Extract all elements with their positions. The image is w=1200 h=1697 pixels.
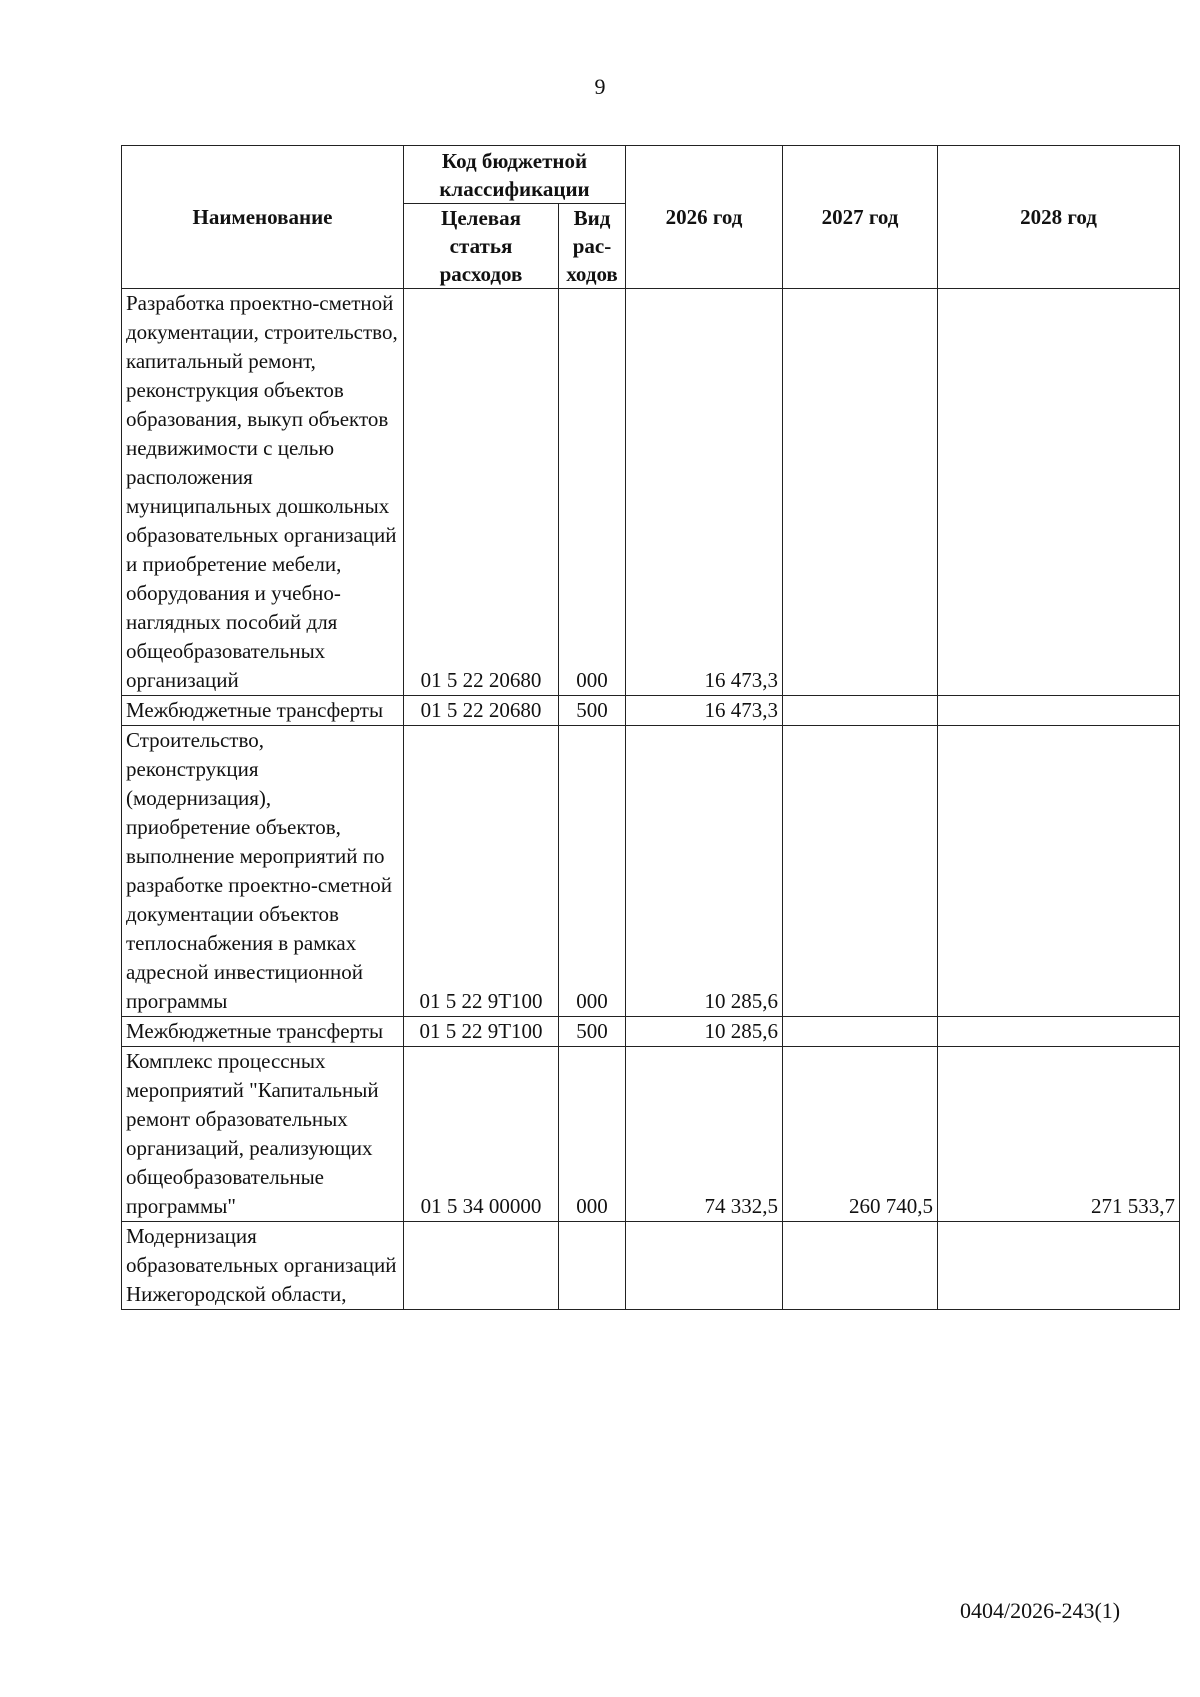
row-2027 <box>783 1017 938 1047</box>
row-2028 <box>938 696 1180 726</box>
row-name: Межбюджетные трансферты <box>122 696 404 726</box>
header-2028: 2028 год <box>938 146 1180 289</box>
row-2028 <box>938 289 1180 696</box>
page-number: 9 <box>594 74 606 99</box>
row-2026: 10 285,6 <box>626 1017 783 1047</box>
row-2027 <box>783 726 938 1017</box>
row-kind <box>559 1222 626 1310</box>
row-kind: 000 <box>559 726 626 1017</box>
table-row <box>122 1047 1180 1222</box>
header-target-article: Целевая статья расходов <box>404 204 559 289</box>
table-row <box>122 289 1180 696</box>
row-2027 <box>783 1222 938 1310</box>
table-row <box>122 726 1180 1017</box>
row-2026: 16 473,3 <box>626 289 783 696</box>
row-code: 01 5 22 20680 <box>404 696 559 726</box>
row-name: Межбюджетные трансферты <box>122 1017 404 1047</box>
row-2027 <box>783 696 938 726</box>
row-2028 <box>938 1017 1180 1047</box>
row-code: 01 5 22 9Т100 <box>404 726 559 1017</box>
row-code: 01 5 22 20680 <box>404 289 559 696</box>
row-2026: 74 332,5 <box>626 1047 783 1222</box>
row-2026: 10 285,6 <box>626 726 783 1017</box>
table-row <box>122 1017 1180 1047</box>
table-row <box>122 696 1180 726</box>
row-2028: 271 533,7 <box>938 1047 1180 1222</box>
row-2028 <box>938 1222 1180 1310</box>
table-row <box>122 1222 1180 1310</box>
row-name: Комплекс процессных мероприятий "Капитальный ремонт образовательных организаций, реализующих общеобразовательные программы" <box>122 1047 404 1222</box>
header-expense-kind: Вид рас-ходов <box>559 204 626 289</box>
budget-table <box>121 145 1180 1310</box>
row-name: Строительство, реконструкция (модернизация), приобретение объектов, выполнение мероприятий по разработке проектно-сметной документации объектов теплоснабжения в рамках адресной инвестиционной программы <box>122 726 404 1017</box>
row-2028 <box>938 726 1180 1017</box>
row-code: 01 5 22 9Т100 <box>404 1017 559 1047</box>
row-kind: 000 <box>559 289 626 696</box>
row-code: 01 5 34 00000 <box>404 1047 559 1222</box>
row-name: Модернизация образовательных организаций Нижегородской области, <box>122 1222 404 1310</box>
document-id: 0404/2026-243(1) <box>960 1598 1121 1623</box>
header-budget-code-group: Код бюджетной классификации <box>404 146 626 204</box>
row-kind: 000 <box>559 1047 626 1222</box>
header-2026: 2026 год <box>626 146 783 289</box>
header-2027: 2027 год <box>783 146 938 289</box>
row-kind: 500 <box>559 696 626 726</box>
row-kind: 500 <box>559 1017 626 1047</box>
row-code <box>404 1222 559 1310</box>
row-2026: 16 473,3 <box>626 696 783 726</box>
row-2026 <box>626 1222 783 1310</box>
row-2027 <box>783 289 938 696</box>
row-2027: 260 740,5 <box>783 1047 938 1222</box>
row-name: Разработка проектно-сметной документации, строительство, капитальный ремонт, реконструкция объектов образования, выкуп объектов недвижимости с целью расположения муниципальных дошкольных образовательных организаций и приобретение мебели, оборудования и учебно-наглядных пособий для общеобразовательных организаций <box>122 289 404 696</box>
header-name: Наименование <box>122 146 404 289</box>
